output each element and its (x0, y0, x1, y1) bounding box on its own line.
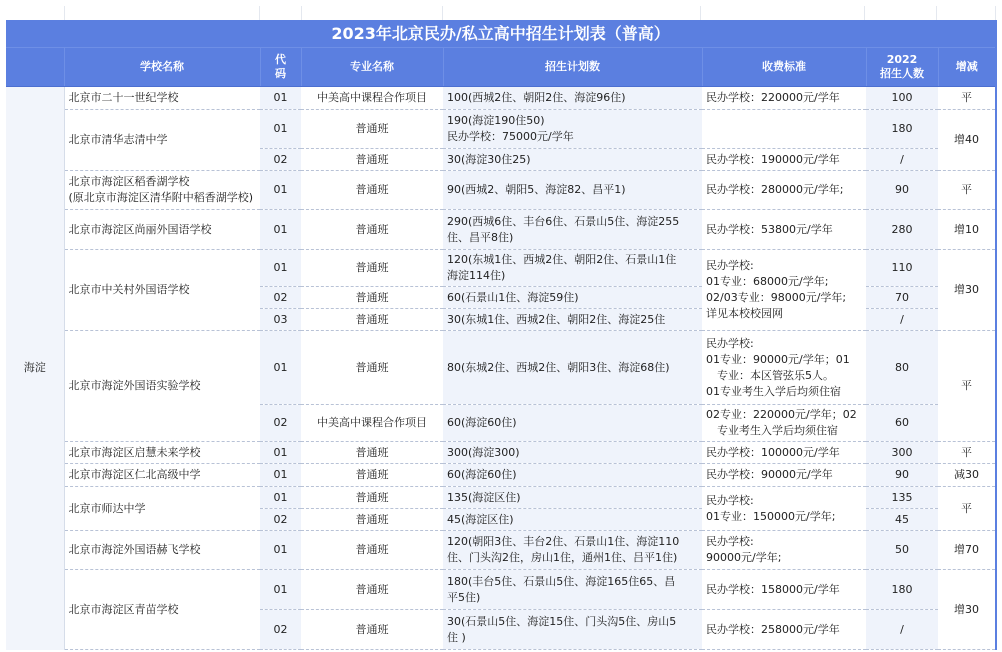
major-name: 普通班 (301, 610, 443, 650)
major-name: 普通班 (301, 309, 443, 331)
fee-standard: 民办学校: 01专业：68000元/学年; 02/03专业：98000元/学年; 详见本校校园网 (702, 250, 866, 331)
fee-standard: 民办学校：258000元/学年 (702, 610, 866, 650)
enrollment-plan: 180(丰台5住、石景山5住、海淀165住65、昌 平5住) (443, 570, 702, 610)
program-code: 01 (260, 110, 301, 149)
program-code: 01 (260, 531, 301, 570)
fee-standard: 民办学校: 90000元/学年; (702, 531, 866, 570)
students-2022: 60 (866, 405, 938, 442)
school-name: 北京市海淀区稻香湖学校 (原北京市海淀区清华附中稻香湖学校) (64, 171, 260, 210)
program-code: 02 (260, 287, 301, 309)
fee-standard: 民办学校：220000元/学年 (702, 87, 866, 110)
major-name: 普通班 (301, 171, 443, 210)
enrollment-plan: 135(海淀区住) (443, 487, 702, 509)
major-name: 普通班 (301, 331, 443, 405)
fee-standard: 民办学校: 01专业：90000元/学年；01 专业：本区管弦乐5人。 01专业考生入学后均须住宿 (702, 331, 866, 405)
table-row (6, 531, 996, 570)
program-code: 02 (260, 610, 301, 650)
major-name: 普通班 (301, 210, 443, 250)
students-2022: 70 (866, 287, 938, 309)
major-name: 普通班 (301, 149, 443, 171)
students-2022: 90 (866, 171, 938, 210)
table-row (6, 570, 996, 610)
students-2022: / (866, 309, 938, 331)
fee-standard: 民办学校：90000元/学年 (702, 464, 866, 487)
program-code: 01 (260, 570, 301, 610)
enrollment-plan: 120(朝阳3住、丰台2住、石景山1住、海淀110 住、门头沟2住，房山1住，通州1住、吕平1住) (443, 531, 702, 570)
major-name: 中美高中课程合作项目 (301, 405, 443, 442)
enrollment-plan: 30(石景山5住、海淀15住、门头沟5住、房山5 住 ) (443, 610, 702, 650)
program-code: 03 (260, 309, 301, 331)
school-name: 北京市海淀区青苗学校 (64, 570, 260, 650)
enrollment-plan: 120(东城1住、西城2住、朝阳2住、石景山1住 海淀114住) (443, 250, 702, 287)
enrollment-plan: 60(海淀60住) (443, 405, 702, 442)
header-students-2022: 2022 招生人数 (866, 48, 938, 87)
students-2022: 80 (866, 331, 938, 405)
students-2022: 135 (866, 487, 938, 509)
enrollment-plan: 60(石景山1住、海淀59住) (443, 287, 702, 309)
school-name: 北京市海淀外国语赫飞学校 (64, 531, 260, 570)
enrollment-plan: 290(西城6住、丰台6住、石景山5住、海淀255 住、昌平8住) (443, 210, 702, 250)
spreadsheet-column-strip (6, 6, 996, 20)
table-row (6, 171, 996, 210)
students-2022: / (866, 610, 938, 650)
change-value: 增30 (938, 570, 996, 650)
change-value: 增40 (938, 110, 996, 171)
change-value: 增10 (938, 210, 996, 250)
enrollment-plan-table (6, 20, 997, 650)
program-code: 01 (260, 171, 301, 210)
students-2022: 110 (866, 250, 938, 287)
school-name: 北京市海淀区尚丽外国语学校 (64, 210, 260, 250)
school-name: 北京市二十一世纪学校 (64, 87, 260, 110)
major-name: 普通班 (301, 487, 443, 509)
students-2022: / (866, 149, 938, 171)
table-row (6, 110, 996, 149)
fee-standard: 民办学校：190000元/学年 (702, 149, 866, 171)
header-major: 专业名称 (301, 48, 443, 87)
major-name: 普通班 (301, 464, 443, 487)
students-2022: 50 (866, 531, 938, 570)
table-row (6, 442, 996, 464)
school-name: 北京市海淀区仁北高级中学 (64, 464, 260, 487)
school-name: 北京市海淀外国语实验学校 (64, 331, 260, 442)
change-value: 平 (938, 487, 996, 531)
fee-standard: 民办学校：53800元/学年 (702, 210, 866, 250)
header-region (6, 48, 64, 87)
major-name: 普通班 (301, 110, 443, 149)
program-code: 01 (260, 442, 301, 464)
major-name: 普通班 (301, 531, 443, 570)
program-code: 02 (260, 509, 301, 531)
header-code: 代 码 (260, 48, 301, 87)
header-plan: 招生计划数 (443, 48, 702, 87)
header-fee: 收费标准 (702, 48, 866, 87)
major-name: 普通班 (301, 250, 443, 287)
enrollment-plan: 30(海淀30住25) (443, 149, 702, 171)
program-code: 01 (260, 250, 301, 287)
major-name: 普通班 (301, 509, 443, 531)
change-value: 减30 (938, 464, 996, 487)
major-name: 中美高中课程合作项目 (301, 87, 443, 110)
region-cell: 海淀 (6, 87, 64, 650)
students-2022: 45 (866, 509, 938, 531)
enrollment-plan: 80(东城2住、西城2住、朝阳3住、海淀68住) (443, 331, 702, 405)
enrollment-plan: 100(西城2住、朝阳2住、海淀96住) (443, 87, 702, 110)
fee-standard: 民办学校：100000元/学年 (702, 442, 866, 464)
students-2022: 90 (866, 464, 938, 487)
change-value: 平 (938, 171, 996, 210)
school-name: 北京市师达中学 (64, 487, 260, 531)
program-code: 02 (260, 149, 301, 171)
table-title: 2023年北京民办/私立高中招生计划表（普高） (6, 20, 996, 48)
major-name: 普通班 (301, 287, 443, 309)
enrollment-plan: 300(海淀300) (443, 442, 702, 464)
change-value: 平 (938, 442, 996, 464)
table-body (6, 87, 996, 650)
change-value: 增30 (938, 250, 996, 331)
program-code: 01 (260, 487, 301, 509)
school-name: 北京市清华志清中学 (64, 110, 260, 171)
table-row (6, 464, 996, 487)
students-2022: 180 (866, 570, 938, 610)
change-value: 平 (938, 331, 996, 442)
enrollment-plan: 30(东城1住、西城2住、朝阳2住、海淀25住 (443, 309, 702, 331)
change-value: 增70 (938, 531, 996, 570)
enrollment-plan: 60(海淀60住) (443, 464, 702, 487)
table-row (6, 487, 996, 509)
fee-standard: 民办学校：280000元/学年; (702, 171, 866, 210)
enrollment-plan: 190(海淀190住50) 民办学校：75000元/学年 (443, 110, 702, 149)
header-school: 学校名称 (64, 48, 260, 87)
school-name: 北京市海淀区启慧未来学校 (64, 442, 260, 464)
fee-standard (702, 110, 866, 149)
program-code: 01 (260, 331, 301, 405)
students-2022: 280 (866, 210, 938, 250)
program-code: 02 (260, 405, 301, 442)
header-change: 增减 (938, 48, 996, 87)
program-code: 01 (260, 87, 301, 110)
fee-standard: 02专业：220000元/学年；02 专业考生入学后均须住宿 (702, 405, 866, 442)
change-value: 平 (938, 87, 996, 110)
students-2022: 300 (866, 442, 938, 464)
enrollment-plan: 90(西城2、朝阳5、海淀82、昌平1) (443, 171, 702, 210)
school-name: 北京市中关村外国语学校 (64, 250, 260, 331)
table-row (6, 210, 996, 250)
students-2022: 180 (866, 110, 938, 149)
table-row (6, 250, 996, 287)
fee-standard: 民办学校：158000元/学年 (702, 570, 866, 610)
students-2022: 100 (866, 87, 938, 110)
program-code: 01 (260, 210, 301, 250)
table-row (6, 331, 996, 405)
enrollment-plan: 45(海淀区住) (443, 509, 702, 531)
major-name: 普通班 (301, 570, 443, 610)
major-name: 普通班 (301, 442, 443, 464)
table-row (6, 87, 996, 110)
fee-standard: 民办学校: 01专业：150000元/学年; (702, 487, 866, 531)
program-code: 01 (260, 464, 301, 487)
